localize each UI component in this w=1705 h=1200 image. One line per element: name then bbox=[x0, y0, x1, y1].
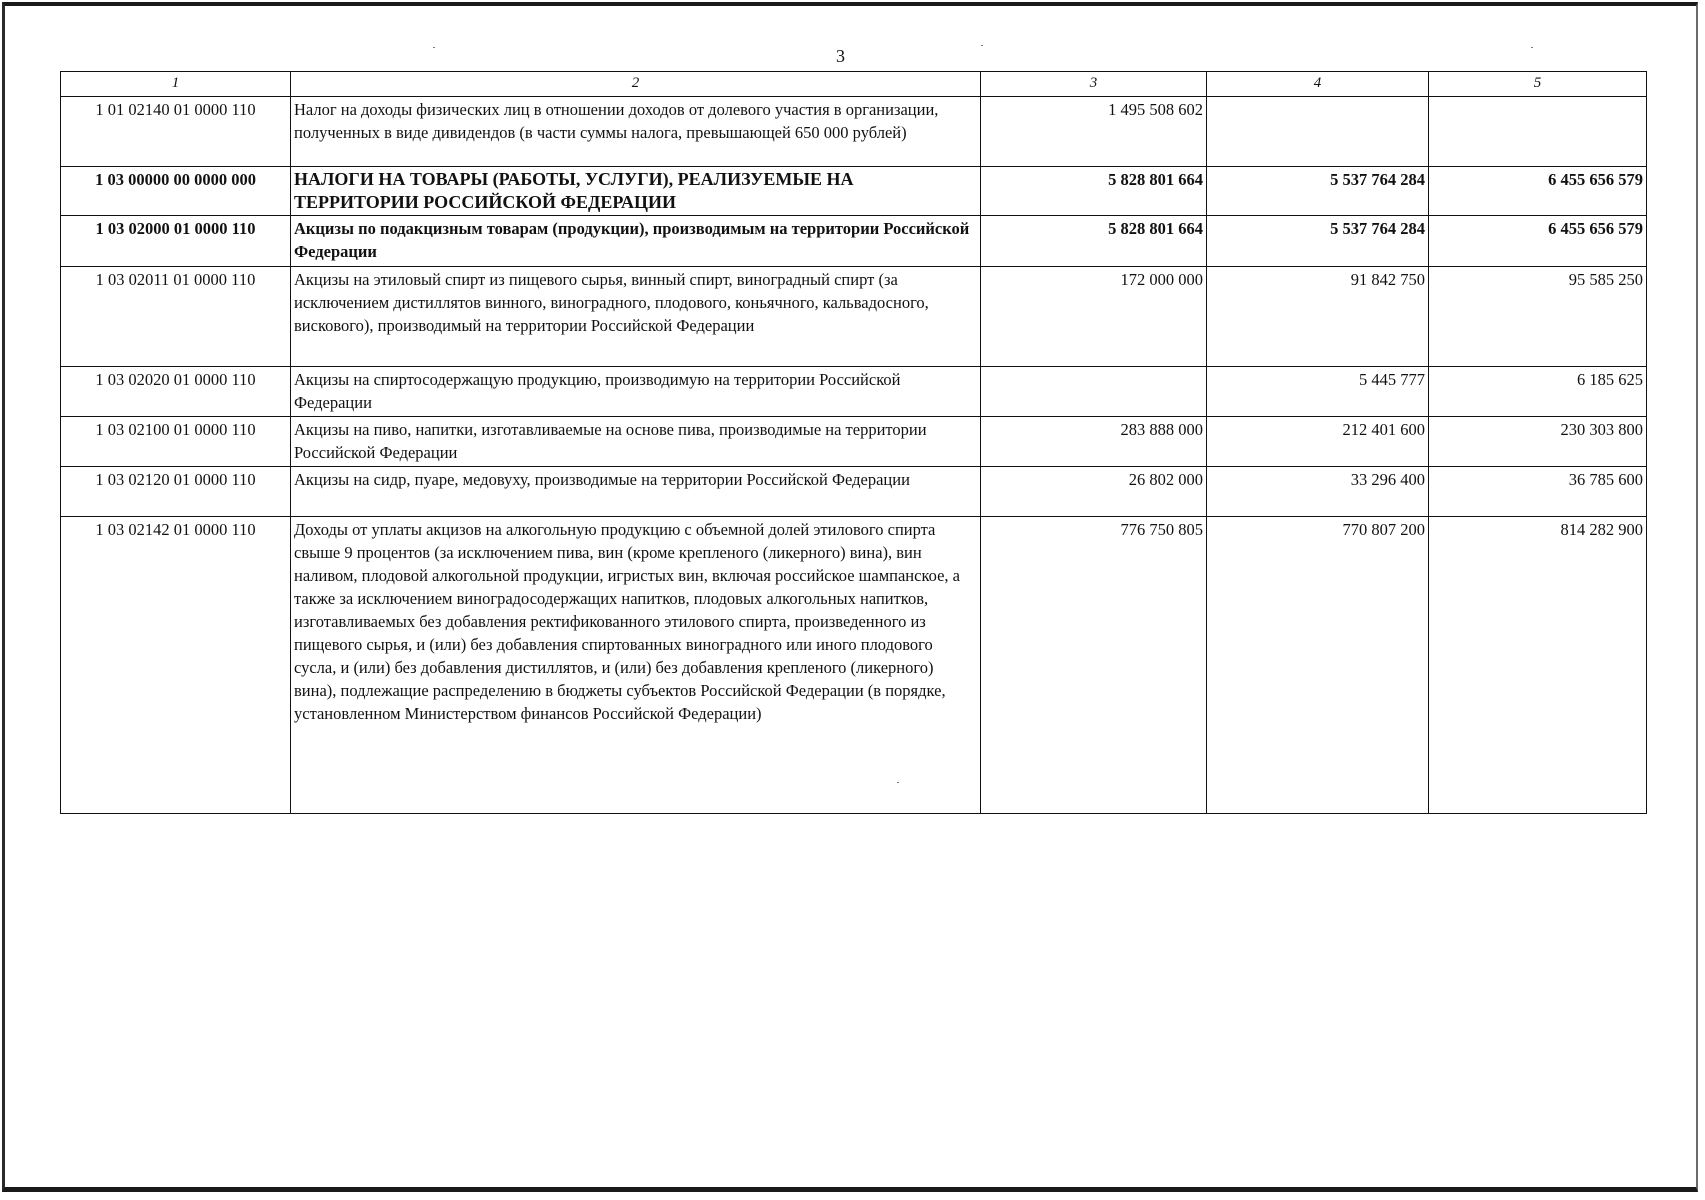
amount-col3: 5 828 801 664 bbox=[981, 216, 1207, 267]
amount-col5: 6 455 656 579 bbox=[1429, 167, 1647, 216]
row-description: Акцизы на сидр, пуаре, медовуху, производимые на территории Российской Федерации bbox=[291, 467, 981, 517]
amount-col5: 230 303 800 bbox=[1429, 417, 1647, 467]
row-description: Акцизы на пиво, напитки, изготавливаемые на основе пива, производимые на территории Российской Федерации bbox=[291, 417, 981, 467]
budget-code: 1 03 02100 01 0000 110 bbox=[61, 417, 291, 467]
column-header-col5: 5 bbox=[1429, 72, 1647, 97]
amount-col3: 1 495 508 602 bbox=[981, 97, 1207, 167]
table-row bbox=[61, 467, 1647, 517]
amount-col5: 6 455 656 579 bbox=[1429, 216, 1647, 267]
row-description: Акцизы на спиртосодержащую продукцию, производимую на территории Российской Федерации bbox=[291, 367, 981, 417]
amount-col4: 5 537 764 284 bbox=[1207, 216, 1429, 267]
budget-code: 1 03 02142 01 0000 110 bbox=[61, 517, 291, 814]
budget-code: 1 03 02011 01 0000 110 bbox=[61, 267, 291, 367]
table-row bbox=[61, 517, 1647, 814]
table-row bbox=[61, 97, 1647, 167]
column-header-code: 1 bbox=[61, 72, 291, 97]
table-row bbox=[61, 367, 1647, 417]
amount-col3: 5 828 801 664 bbox=[981, 167, 1207, 216]
budget-code: 1 03 02020 01 0000 110 bbox=[61, 367, 291, 417]
budget-code: 1 03 00000 00 0000 000 bbox=[61, 167, 291, 216]
row-description: Акцизы на этиловый спирт из пищевого сырья, винный спирт, виноградный спирт (за исключением дистиллятов винного, виноградного, плодового, коньячного, кальвадосного, вискового), производимый на территории Российской Федерации bbox=[291, 267, 981, 367]
table-row bbox=[61, 267, 1647, 367]
amount-col3 bbox=[981, 367, 1207, 417]
amount-col5: 36 785 600 bbox=[1429, 467, 1647, 517]
table-row bbox=[61, 216, 1647, 267]
budget-code: 1 03 02120 01 0000 110 bbox=[61, 467, 291, 517]
amount-col3: 283 888 000 bbox=[981, 417, 1207, 467]
scan-speck bbox=[981, 45, 983, 46]
amount-col5 bbox=[1429, 97, 1647, 167]
amount-col4: 33 296 400 bbox=[1207, 467, 1429, 517]
amount-col3: 172 000 000 bbox=[981, 267, 1207, 367]
column-header-col3: 3 bbox=[981, 72, 1207, 97]
table-row bbox=[61, 167, 1647, 216]
row-description: Доходы от уплаты акцизов на алкогольную продукцию с объемной долей этилового спирта свыше 9 процентов (за исключением пива, вин (кроме крепленого (ликерного) вина), вин наливом, плодовой алкогольной продукции, игристых вин, включая российское шампанское, а также за исключением виноградосодержащих напитков, плодовых алкогольных напитков, изготавливаемых без добавления ректификованного этилового спирта, произведенного из пищевого сырья, и (или) без добавления спиртованных виноградного или иного плодового сусла, и (или) без добавления дистиллятов, и (или) без добавления крепленого (ликерного) вина), подлежащие распределению в бюджеты субъектов Российской Федерации (в порядке, установленном Министерством финансов Российской Федерации) bbox=[291, 517, 981, 814]
amount-col3: 26 802 000 bbox=[981, 467, 1207, 517]
amount-col4: 212 401 600 bbox=[1207, 417, 1429, 467]
amount-col3: 776 750 805 bbox=[981, 517, 1207, 814]
column-header-description: 2 bbox=[291, 72, 981, 97]
row-description: Акцизы по подакцизным товарам (продукции), производимым на территории Российской Федерации bbox=[291, 216, 981, 267]
table-row bbox=[61, 417, 1647, 467]
amount-col4: 91 842 750 bbox=[1207, 267, 1429, 367]
amount-col5: 814 282 900 bbox=[1429, 517, 1647, 814]
amount-col5: 6 185 625 bbox=[1429, 367, 1647, 417]
amount-col4: 5 537 764 284 bbox=[1207, 167, 1429, 216]
amount-col4 bbox=[1207, 97, 1429, 167]
row-description: Налог на доходы физических лиц в отношении доходов от долевого участия в организации, полученных в виде дивидендов (в части суммы налога, превышающей 650 000 рублей) bbox=[291, 97, 981, 167]
revenue-table bbox=[60, 71, 1647, 814]
budget-code: 1 01 02140 01 0000 110 bbox=[61, 97, 291, 167]
amount-col5: 95 585 250 bbox=[1429, 267, 1647, 367]
row-description: НАЛОГИ НА ТОВАРЫ (РАБОТЫ, УСЛУГИ), РЕАЛИЗУЕМЫЕ НА ТЕРРИТОРИИ РОССИЙСКОЙ ФЕДЕРАЦИИ bbox=[291, 167, 981, 216]
header-row bbox=[61, 72, 1647, 97]
scan-speck bbox=[433, 47, 435, 48]
amount-col4: 5 445 777 bbox=[1207, 367, 1429, 417]
scan-speck bbox=[1531, 47, 1533, 48]
budget-code: 1 03 02000 01 0000 110 bbox=[61, 216, 291, 267]
column-header-col4: 4 bbox=[1207, 72, 1429, 97]
page-number: 3 bbox=[836, 46, 845, 66]
amount-col4: 770 807 200 bbox=[1207, 517, 1429, 814]
